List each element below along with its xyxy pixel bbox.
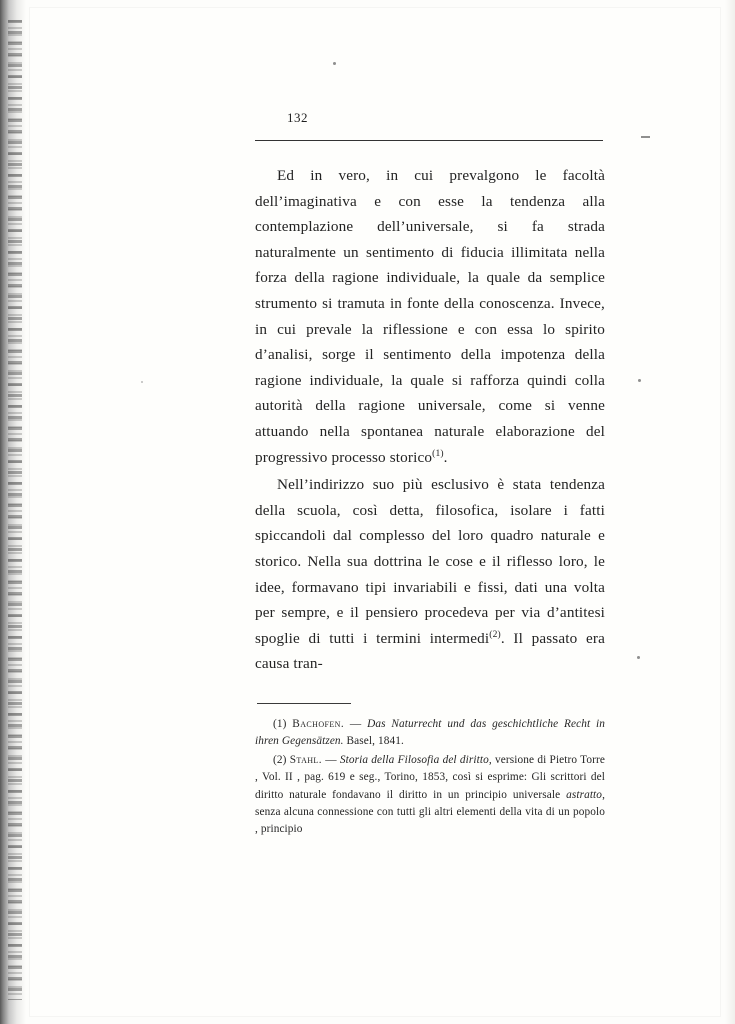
- page-number: 132: [287, 110, 308, 125]
- footnote-1-marker: (1): [273, 717, 287, 730]
- footnote-2-marker: (2): [273, 753, 287, 766]
- paragraph-1: [255, 163, 605, 470]
- scan-speck: [141, 381, 143, 383]
- footnote-ref-1[interactable]: (1): [432, 448, 444, 459]
- footnote-2: [255, 752, 605, 839]
- footnote-2-title: Storia della Filosofia del diritto,: [339, 753, 492, 766]
- scan-speck: [638, 379, 641, 382]
- footnote-2-rest: versione di Pietro Torre , Vol. II , pag. 619 e seg., Torino, 1853, così si esprime: Gli scrittori del diritto naturale fondavano il diritto in un principio universale: [255, 753, 605, 801]
- footnote-separator-rule: [257, 703, 351, 704]
- footnote-2-tail: , senza alcuna connessione con tutti gli altri elementi della vita di un popolo , principio: [255, 788, 605, 836]
- footnote-ref-2[interactable]: (2): [489, 629, 501, 640]
- page-right-edge: [725, 0, 735, 1024]
- scan-speck: [637, 656, 640, 659]
- header-rule: [255, 140, 603, 141]
- footnote-2-author: Stahl.: [289, 753, 322, 766]
- footnote-1-author: Bachofen.: [292, 717, 345, 730]
- footnote-1-dash: —: [349, 717, 362, 730]
- paragraph-2: [255, 472, 605, 677]
- paragraph-2-tail: . Il passato era causa tran-: [255, 629, 605, 673]
- body-text: [255, 163, 605, 677]
- scan-speck: [333, 62, 336, 65]
- paragraph-2-text: Nell’indirizzo suo più esclusivo è stata tendenza della scuola, così detta, filosofica, isolare i fatti spiccandoli dal complesso del loro quadro naturale e storico. Nella sua dottrina le cose e il riflesso loro, le idee, formavano tipi invariabili e fissi, dati una volta per sempre, e il pensiero procedeva per via d’antitesi spoglie di tutti i termini intermedi: [255, 476, 605, 647]
- footnote-1-title: Das Naturrecht und das geschichtliche Recht in ihren Gegensätzen.: [255, 717, 605, 748]
- scan-speck: [641, 136, 650, 138]
- page-content: [255, 110, 605, 839]
- footnote-2-dash: —: [325, 753, 337, 766]
- binding-speckles: [8, 20, 22, 1000]
- paragraph-1-text: Ed in vero, in cui prevalgono le facoltà dell’imaginativa e con esse la tendenza alla contemplazione dell’universale, si fa strada naturalmente un sentimento di fiducia illimitata nella forza della ragione individuale, la quale da semplice strumento si tramuta in fonte della conoscenza. Invece, in cui prevale la riflessione e con essa lo spirito d’analisi, sorge il sentimento della impotenza della ragione individuale, la quale si rafforza quindi colla autorità della ragione universale, come si venne attuando nella spontanea naturale elaborazione del progressivo processo storico: [255, 167, 605, 466]
- footnote-1: [255, 716, 605, 751]
- footnotes: [255, 716, 605, 839]
- footnote-2-italic-inline: astratto: [566, 788, 603, 801]
- paragraph-1-tail: .: [443, 448, 448, 466]
- footnote-1-rest: Basel, 1841.: [343, 735, 404, 748]
